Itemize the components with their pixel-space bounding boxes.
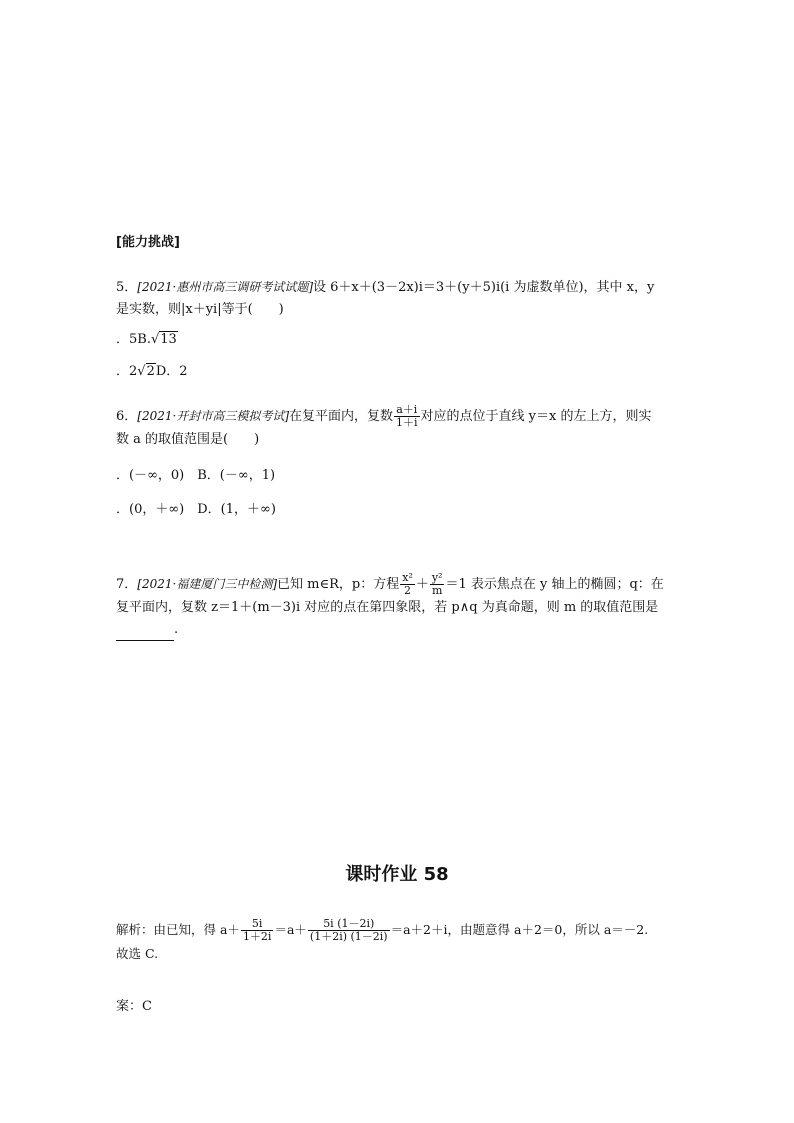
q7-fraction-x: $\frac{\text{x²}}{2}$ — [402, 571, 413, 597]
answer-line2: 故选 C. — [116, 946, 159, 961]
answer-explanation: 解析：由已知，得 a＋ $\frac{5i}{1+2i}$ ＝a＋ $\frac{5i (1-2i)}{(1+2i) (1-2i)}$ ＝a＋2＋i，由题意得 a＋2＝0，所以 a＝－2. 故选 C. — [116, 917, 649, 961]
answer-fraction-1: $\frac{5i}{1+2i}$ — [242, 917, 272, 943]
q7-fraction-y: $\frac{\text{y²}}{m}$ — [431, 571, 443, 597]
question-6: 6．[2021·开封市高三模拟考试]在复平面内，复数 $\frac{a+i}{1+i}$ 对应的点位于直线 y＝x 的左上方，则实 数 a 的取值范围是( ) — [116, 403, 652, 447]
q5-options-ab: ．5B.√13 — [116, 332, 177, 347]
section-heading: [能力挑战] — [116, 235, 180, 250]
answer-blank — [116, 626, 174, 641]
q6-options-ab: ．(－∞，0) B．(－∞，1) — [116, 468, 276, 483]
q7-source: [2021·福建厦门三中检测] — [137, 577, 277, 591]
q5-stem-line1: 设 6＋x＋(3－2x)i＝3＋(y＋5)i(i 为虚数单位)，其中 x，y — [313, 280, 655, 295]
q5-options-cd: ．2√2D．2 — [116, 364, 188, 379]
q7-number: 7． — [116, 577, 138, 592]
q5-source: [2021·惠州市高三调研考试试题] — [137, 280, 313, 294]
q5-stem-line2: 是实数，则|x＋yi|等于( ) — [116, 302, 284, 317]
page-title: 课时作业 58 — [345, 864, 449, 885]
q6-stem-line2: 数 a 的取值范围是( ) — [116, 432, 260, 447]
sqrt-icon: √ — [150, 332, 160, 347]
q5-number: 5． — [116, 280, 138, 295]
q6-fraction: $\frac{a+i}{1+i}$ — [396, 403, 418, 429]
q6-options-cd: ．(0，＋∞) D．(1，＋∞) — [116, 502, 276, 517]
q6-number: 6． — [116, 409, 138, 424]
sqrt-icon: √ — [137, 364, 146, 379]
question-5 — [116, 276, 682, 321]
q7-stem-line2: 复平面内，复数 z＝1＋(m－3)i 对应的点在第四象限，若 p∧q 为真命题，则 m 的取值范围是 — [116, 600, 659, 615]
question-7: 7．[2021·福建厦门三中检测]已知 m∈R，p：方程 $\frac{\text{x²}}{2}$ ＋ $\frac{\text{y²}}{m}$ ＝1 表示焦点在 y 轴上的椭圆；q：在 复平面内，复数 z＝1＋(m－3)i 对应的点在第四象限，若 p∧q 为真命题，则 m 的取值范围是 . — [116, 572, 682, 641]
answer-final: 案：C — [116, 999, 152, 1014]
answer-fraction-2: $\frac{5i (1-2i)}{(1+2i) (1-2i)}$ — [309, 917, 388, 943]
q6-source: [2021·开封市高三模拟考试] — [137, 409, 289, 423]
